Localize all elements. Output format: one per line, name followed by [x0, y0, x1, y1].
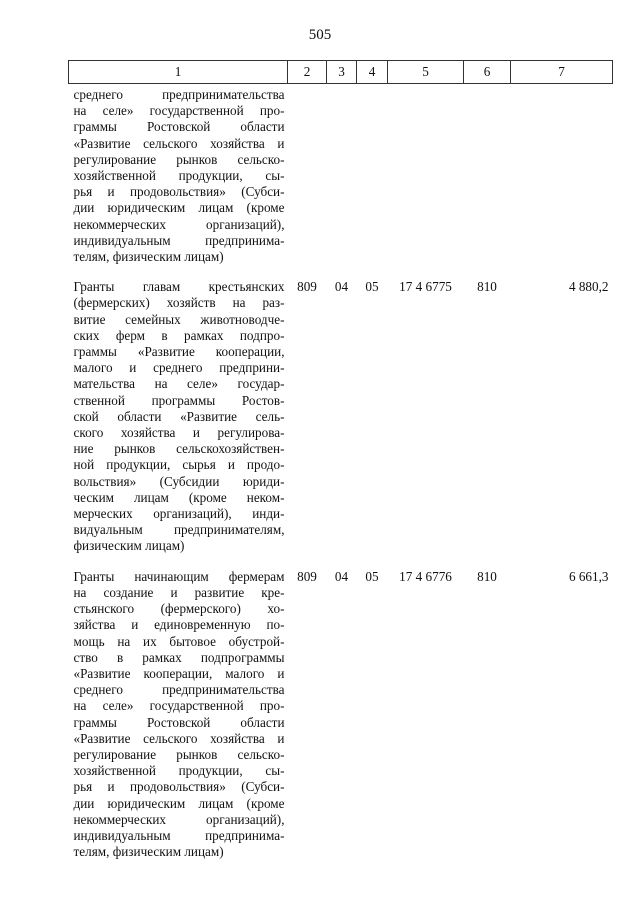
description-line: регулирование рынков сельско- [73, 151, 285, 167]
description-line: рья и продовольствия» (Субси- [73, 184, 285, 200]
page-number: 505 [308, 27, 332, 43]
description-line: граммы Ростовской области [73, 714, 285, 730]
description-line: ской области «Развитие сель- [73, 408, 285, 424]
description-line: на селе» государственной про- [73, 103, 285, 119]
table-row [69, 555, 613, 861]
ministry-code [288, 84, 327, 266]
description-line: индивидуальным предпринима- [73, 827, 285, 843]
description-line: граммы Ростовской области [73, 119, 285, 135]
section-code [327, 84, 357, 266]
description-line: «Развитие сельского хозяйства и [73, 135, 285, 151]
budget-table [68, 60, 613, 860]
header-col-2: 2 [288, 61, 327, 84]
description-line: мощь на их бытовое обустрой- [73, 633, 285, 649]
description-line: «Развитие сельского хозяйства и [73, 730, 285, 746]
description-line: мерческих организаций), инди- [73, 506, 285, 522]
row-description [69, 84, 288, 266]
description-line: ственной программы Ростов- [73, 392, 285, 408]
row-description [69, 265, 288, 554]
header-col-3: 3 [327, 61, 357, 84]
description-line: видуальным предпринимателям, [73, 522, 285, 538]
expense-type-code: 810 [477, 279, 497, 295]
description-line: хозяйственной продукции, сы- [73, 168, 285, 184]
header-col-6: 6 [464, 61, 511, 84]
header-col-5: 5 [388, 61, 464, 84]
description-line: дии юридическим лицам (кроме [73, 795, 285, 811]
description-line: витие семейных животноводче- [73, 311, 285, 327]
description-line: граммы «Развитие кооперации, [73, 344, 285, 360]
description-line: малого и среднего предприни- [73, 360, 285, 376]
description-line: индивидуальным предпринима- [73, 232, 285, 248]
target-article-code: 17 4 6776 [399, 568, 452, 584]
description-line: ского хозяйства и регулирова- [73, 425, 285, 441]
subsection-code: 05 [365, 568, 379, 584]
description-line: дии юридическим лицам (кроме [73, 200, 285, 216]
description-line: на создание и развитие кре- [73, 584, 285, 600]
ministry-code: 809 [297, 279, 317, 295]
description-line: на селе» государственной про- [73, 698, 285, 714]
table-header-row [69, 61, 613, 84]
description-line: рья и продовольствия» (Субси- [73, 779, 285, 795]
target-article-code [388, 84, 464, 266]
table-row [69, 84, 613, 266]
description-line: вольствия» (Субсидии юриди- [73, 473, 285, 489]
description-line: некоммерческих организаций), [73, 811, 285, 827]
header-col-4: 4 [357, 61, 388, 84]
description-line: ние рынков сельскохозяйствен- [73, 441, 285, 457]
table-row [69, 265, 613, 554]
description-line: ство в рамках подпрограммы [73, 649, 285, 665]
subsection-code: 05 [365, 279, 379, 295]
ministry-code: 809 [297, 568, 317, 584]
description-line: стьянского (фермерского) хо- [73, 601, 285, 617]
amount: 4 880,2 [568, 279, 609, 295]
description-line: Гранты начинающим фермерам [73, 568, 285, 584]
description-line: регулирование рынков сельско- [73, 746, 285, 762]
description-line: ских ферм в рамках подпро- [73, 327, 285, 343]
section-code: 04 [334, 279, 349, 295]
header-col-7: 7 [511, 61, 613, 84]
description-line: мательства на селе» государ- [73, 376, 285, 392]
description-line: Гранты главам крестьянских [73, 279, 285, 295]
expense-type-code: 810 [477, 568, 497, 584]
target-article-code: 17 4 6775 [399, 279, 452, 295]
description-line: физическим лицам) [73, 538, 185, 554]
description-line: телям, физическим лицам) [73, 249, 224, 265]
section-code: 04 [334, 568, 349, 584]
amount [511, 84, 613, 266]
description-line: (фермерских) хозяйств на раз- [73, 295, 285, 311]
subsection-code [357, 84, 388, 266]
row-description [69, 555, 288, 861]
description-line: «Развитие кооперации, малого и [73, 665, 285, 681]
header-col-1: 1 [69, 61, 288, 84]
description-line: ной продукции, сырья и продо- [73, 457, 285, 473]
description-line: хозяйственной продукции, сы- [73, 763, 285, 779]
amount: 6 661,3 [568, 568, 609, 584]
description-line: некоммерческих организаций), [73, 216, 285, 232]
expense-type-code [464, 84, 511, 266]
description-line: телям, физическим лицам) [73, 844, 224, 860]
description-line: среднего предпринимательства [73, 682, 285, 698]
description-line: ческим лицам (кроме неком- [73, 489, 285, 505]
description-line: среднего предпринимательства [73, 87, 285, 102]
description-line: зяйства и единовременную по- [73, 617, 285, 633]
